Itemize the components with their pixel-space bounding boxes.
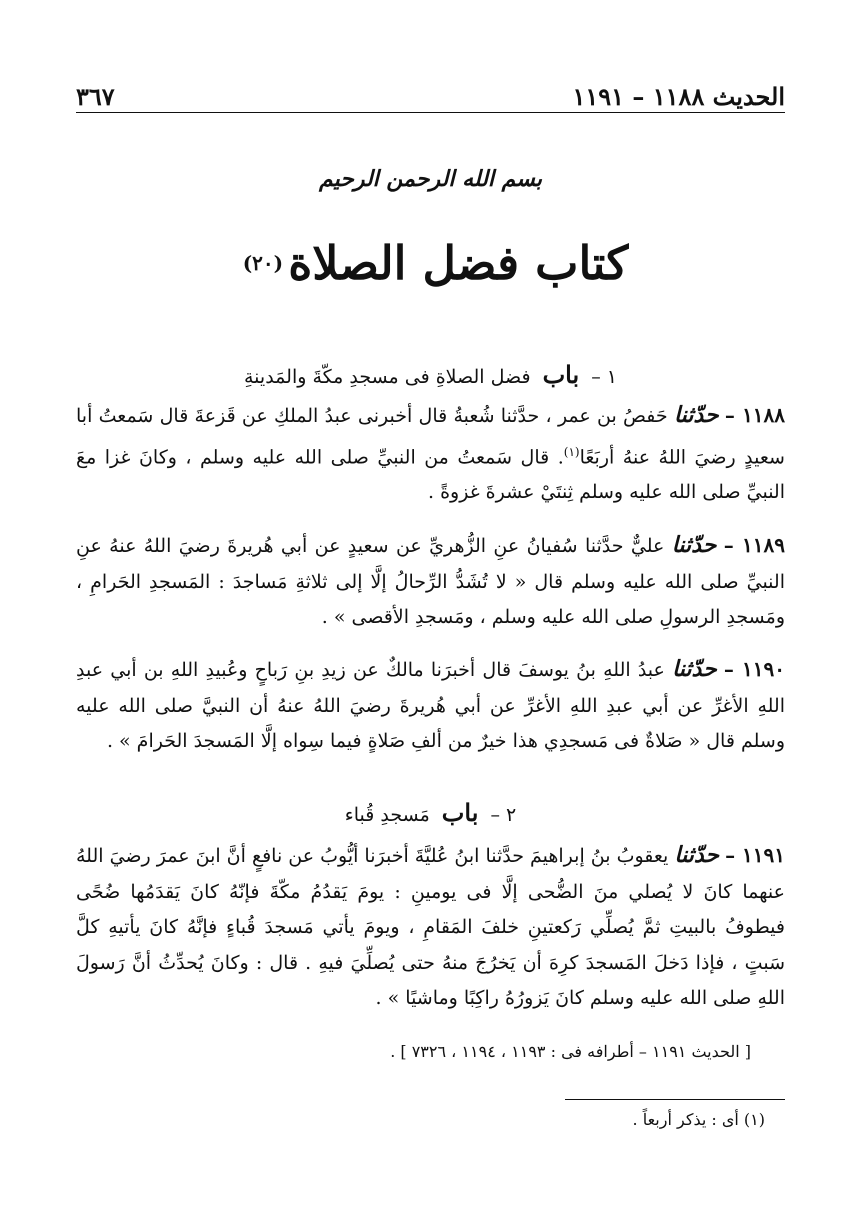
hadith-number: ١١٩١ – (725, 843, 785, 867)
hadith-text-continued: . قال سَمعتُ من النبيِّ صلى الله عليه وسلم ، وكانَ غزا معَ النبيِّ صلى الله عليه وسلم ثِنتَيْ عشرةَ غزوةً . (76, 445, 785, 504)
hadith-text: عليٌّ حدَّثنا سُفيانُ عنِ الزُّهريِّ عن سعيدٍ عن أبي هُريرةَ رضيَ اللهُ عنهُ عنِ النبيِّ صلى الله عليه وسلم قال « لا تُشَدُّ الرِّحالُ إلَّا إلى ثلاثةِ مَساجدَ : المَسجدِ الحَرامِ ، ومَسجدِ الرسولِ صلى الله عليه وسلم ، ومَسجدِ الأقصى » . (76, 535, 785, 628)
hadith-1191 (76, 838, 785, 1017)
hadith-1189 (76, 528, 785, 636)
haddathana-word: حدّثنا (674, 842, 720, 868)
hadith-number: ١١٨٨ – (724, 403, 786, 427)
hadith-text: حَفصُ بن عمر ، حدَّثنا شُعبةُ قال أخبرنى عبدُ الملكِ عن قَزعةَ قال سَمعتُ أبا سعيدٍ رضيَ اللهُ عنهُ أربَعًا (76, 405, 785, 468)
chapter-heading-1 (76, 360, 785, 389)
chapter-number: ١ – (591, 366, 617, 388)
chapter-number: ٢ – (490, 804, 517, 826)
haddathana-word: حدّثنا (672, 656, 717, 682)
footnote-divider (565, 1099, 785, 1100)
hadith-number: ١١٨٩ – (723, 533, 785, 557)
page-number: ٣٦٧ (76, 82, 115, 111)
running-head-title: الحديث ١١٨٨ – ١١٩١ (572, 82, 785, 111)
chapter-word: باب (542, 360, 580, 389)
chapter-title: فضل الصلاةِ فى مسجدِ مكّةَ والمَدينةِ (244, 366, 531, 388)
hadith-1190 (76, 652, 785, 760)
hadith-1188 (76, 398, 785, 511)
hadith-text: عبدُ اللهِ بنُ يوسفَ قال أخبرَنا مالكٌ عن زيدِ بنِ رَباحٍ وعُبيدِ اللهِ بن أبي عبدِ اللهِ الأغرِّ عن أبي عبدِ اللهِ الأغرِّ عن أبي هُريرةَ رضيَ اللهُ عنهُ أن النبيَّ صلى الله عليه وسلم قال « صَلاةٌ فى مَسجدِي هذا خيرٌ من ألفِ صَلاةٍ فيما سِواه إلَّا المَسجدَ الحَرامَ » . (76, 659, 785, 752)
chapter-title: مَسجدِ قُباء (344, 804, 430, 826)
hadith-number: ١١٩٠ – (723, 657, 786, 681)
book-number: (٢٠) (242, 251, 284, 275)
haddathana-word: حدّثنا (671, 532, 717, 558)
footnote-mark: (١) (563, 444, 580, 459)
chapter-word: باب (441, 798, 479, 827)
running-head (76, 78, 785, 113)
footnote: (١) أى : يذكر أربعاً . (632, 1110, 765, 1129)
book-title: كتاب فضل الصلاة (288, 236, 629, 290)
chapter-heading-2 (76, 798, 785, 827)
hadith-text: يعقوبُ بنُ إبراهيمَ حدَّثنا ابنُ عُليَّةَ أخبرَنا أيُّوبُ عن نافعٍ أنَّ ابنَ عمرَ رضيَ اللهُ عنهما كانَ لا يُصلي منَ الضُّحى إلَّا فى يومينِ : يومَ يَقدُمُ مكّةَ فإنّهُ كانَ يَقدَمُها ضُحًى فيطوفُ بالبيتِ ثمَّ يُصلِّي رَكعتينِ خلفَ المَقامِ ، ويومَ يأتي مَسجدَ قُباءٍ فإنَّهُ كانَ يأتيهِ كلَّ سَبتٍ ، فإذا دَخلَ المَسجدَ كرِهَ أن يَخرُجَ منهُ حتى يُصلِّيَ فيهِ . قال : وكانَ يُحدِّثُ أنَّ رَسولَ اللهِ صلى الله عليه وسلم كانَ يَزورُهُ راكِبًا وماشيًا » . (76, 845, 785, 1009)
basmala: بسم الله الرحمن الرحيم (318, 166, 543, 192)
haddathana-word: حدّثنا (673, 402, 719, 428)
book-title-row (0, 236, 861, 290)
cross-reference: [ الحديث ١١٩١ – أطرافه فى : ١١٩٣ ، ١١٩٤ ، ٧٣٢٦ ] . (390, 1042, 751, 1061)
